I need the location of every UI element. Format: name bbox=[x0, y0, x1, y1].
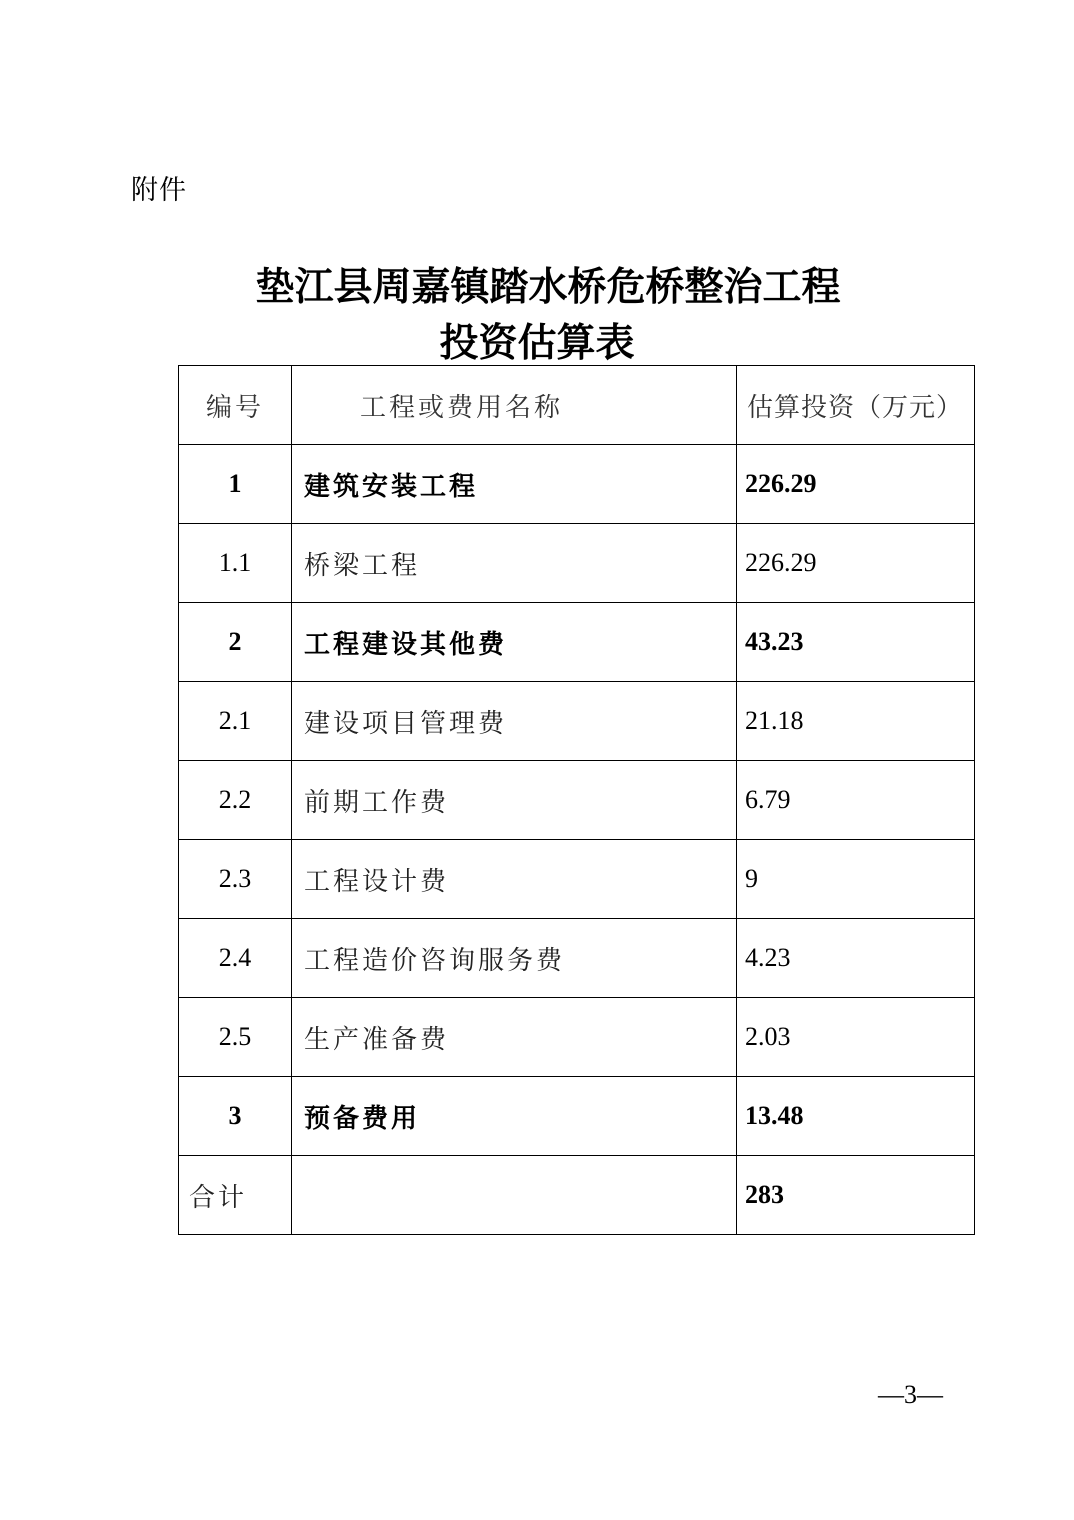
row-no: 2 bbox=[179, 603, 292, 682]
row-amount: 9 bbox=[737, 840, 975, 919]
document-title-line1: 垫江县周嘉镇踏水桥危桥整治工程 bbox=[255, 264, 841, 310]
table-row bbox=[179, 682, 975, 761]
table-row bbox=[179, 761, 975, 840]
row-amount: 43.23 bbox=[737, 603, 975, 682]
row-amount: 6.79 bbox=[737, 761, 975, 840]
header-name: 工程或费用名称 bbox=[292, 366, 737, 445]
row-amount: 13.48 bbox=[737, 1077, 975, 1156]
row-no: 2.4 bbox=[179, 919, 292, 998]
row-no: 2.1 bbox=[179, 682, 292, 761]
row-no: 1.1 bbox=[179, 524, 292, 603]
row-name: 工程造价咨询服务费 bbox=[292, 919, 737, 998]
row-name: 工程建设其他费 bbox=[292, 603, 737, 682]
row-name: 工程设计费 bbox=[292, 840, 737, 919]
header-no: 编号 bbox=[179, 366, 292, 445]
table-row bbox=[179, 524, 975, 603]
row-no: 2.2 bbox=[179, 761, 292, 840]
row-amount: 21.18 bbox=[737, 682, 975, 761]
row-amount: 4.23 bbox=[737, 919, 975, 998]
row-amount: 2.03 bbox=[737, 998, 975, 1077]
row-name: 预备费用 bbox=[292, 1077, 737, 1156]
row-name: 生产准备费 bbox=[292, 998, 737, 1077]
table-row bbox=[179, 603, 975, 682]
table-row bbox=[179, 919, 975, 998]
investment-estimate-table bbox=[178, 365, 975, 1235]
row-name: 桥梁工程 bbox=[292, 524, 737, 603]
table-row bbox=[179, 445, 975, 524]
row-no: 3 bbox=[179, 1077, 292, 1156]
table-total-row bbox=[179, 1156, 975, 1235]
total-name bbox=[292, 1156, 737, 1235]
row-name: 前期工作费 bbox=[292, 761, 737, 840]
table-header-row bbox=[179, 366, 975, 445]
row-no: 1 bbox=[179, 445, 292, 524]
table-row bbox=[179, 840, 975, 919]
row-amount: 226.29 bbox=[737, 445, 975, 524]
table-row bbox=[179, 998, 975, 1077]
header-amount: 估算投资（万元） bbox=[737, 366, 975, 445]
row-amount: 226.29 bbox=[737, 524, 975, 603]
total-amount: 283 bbox=[737, 1156, 975, 1235]
row-name: 建设项目管理费 bbox=[292, 682, 737, 761]
document-title-line2: 投资估算表 bbox=[439, 320, 635, 366]
row-no: 2.3 bbox=[179, 840, 292, 919]
page-number: —3— bbox=[878, 1380, 943, 1409]
row-no: 2.5 bbox=[179, 998, 292, 1077]
row-name: 建筑安装工程 bbox=[292, 445, 737, 524]
table-row bbox=[179, 1077, 975, 1156]
attachment-label: 附件 bbox=[131, 175, 187, 206]
total-label: 合计 bbox=[179, 1156, 292, 1235]
